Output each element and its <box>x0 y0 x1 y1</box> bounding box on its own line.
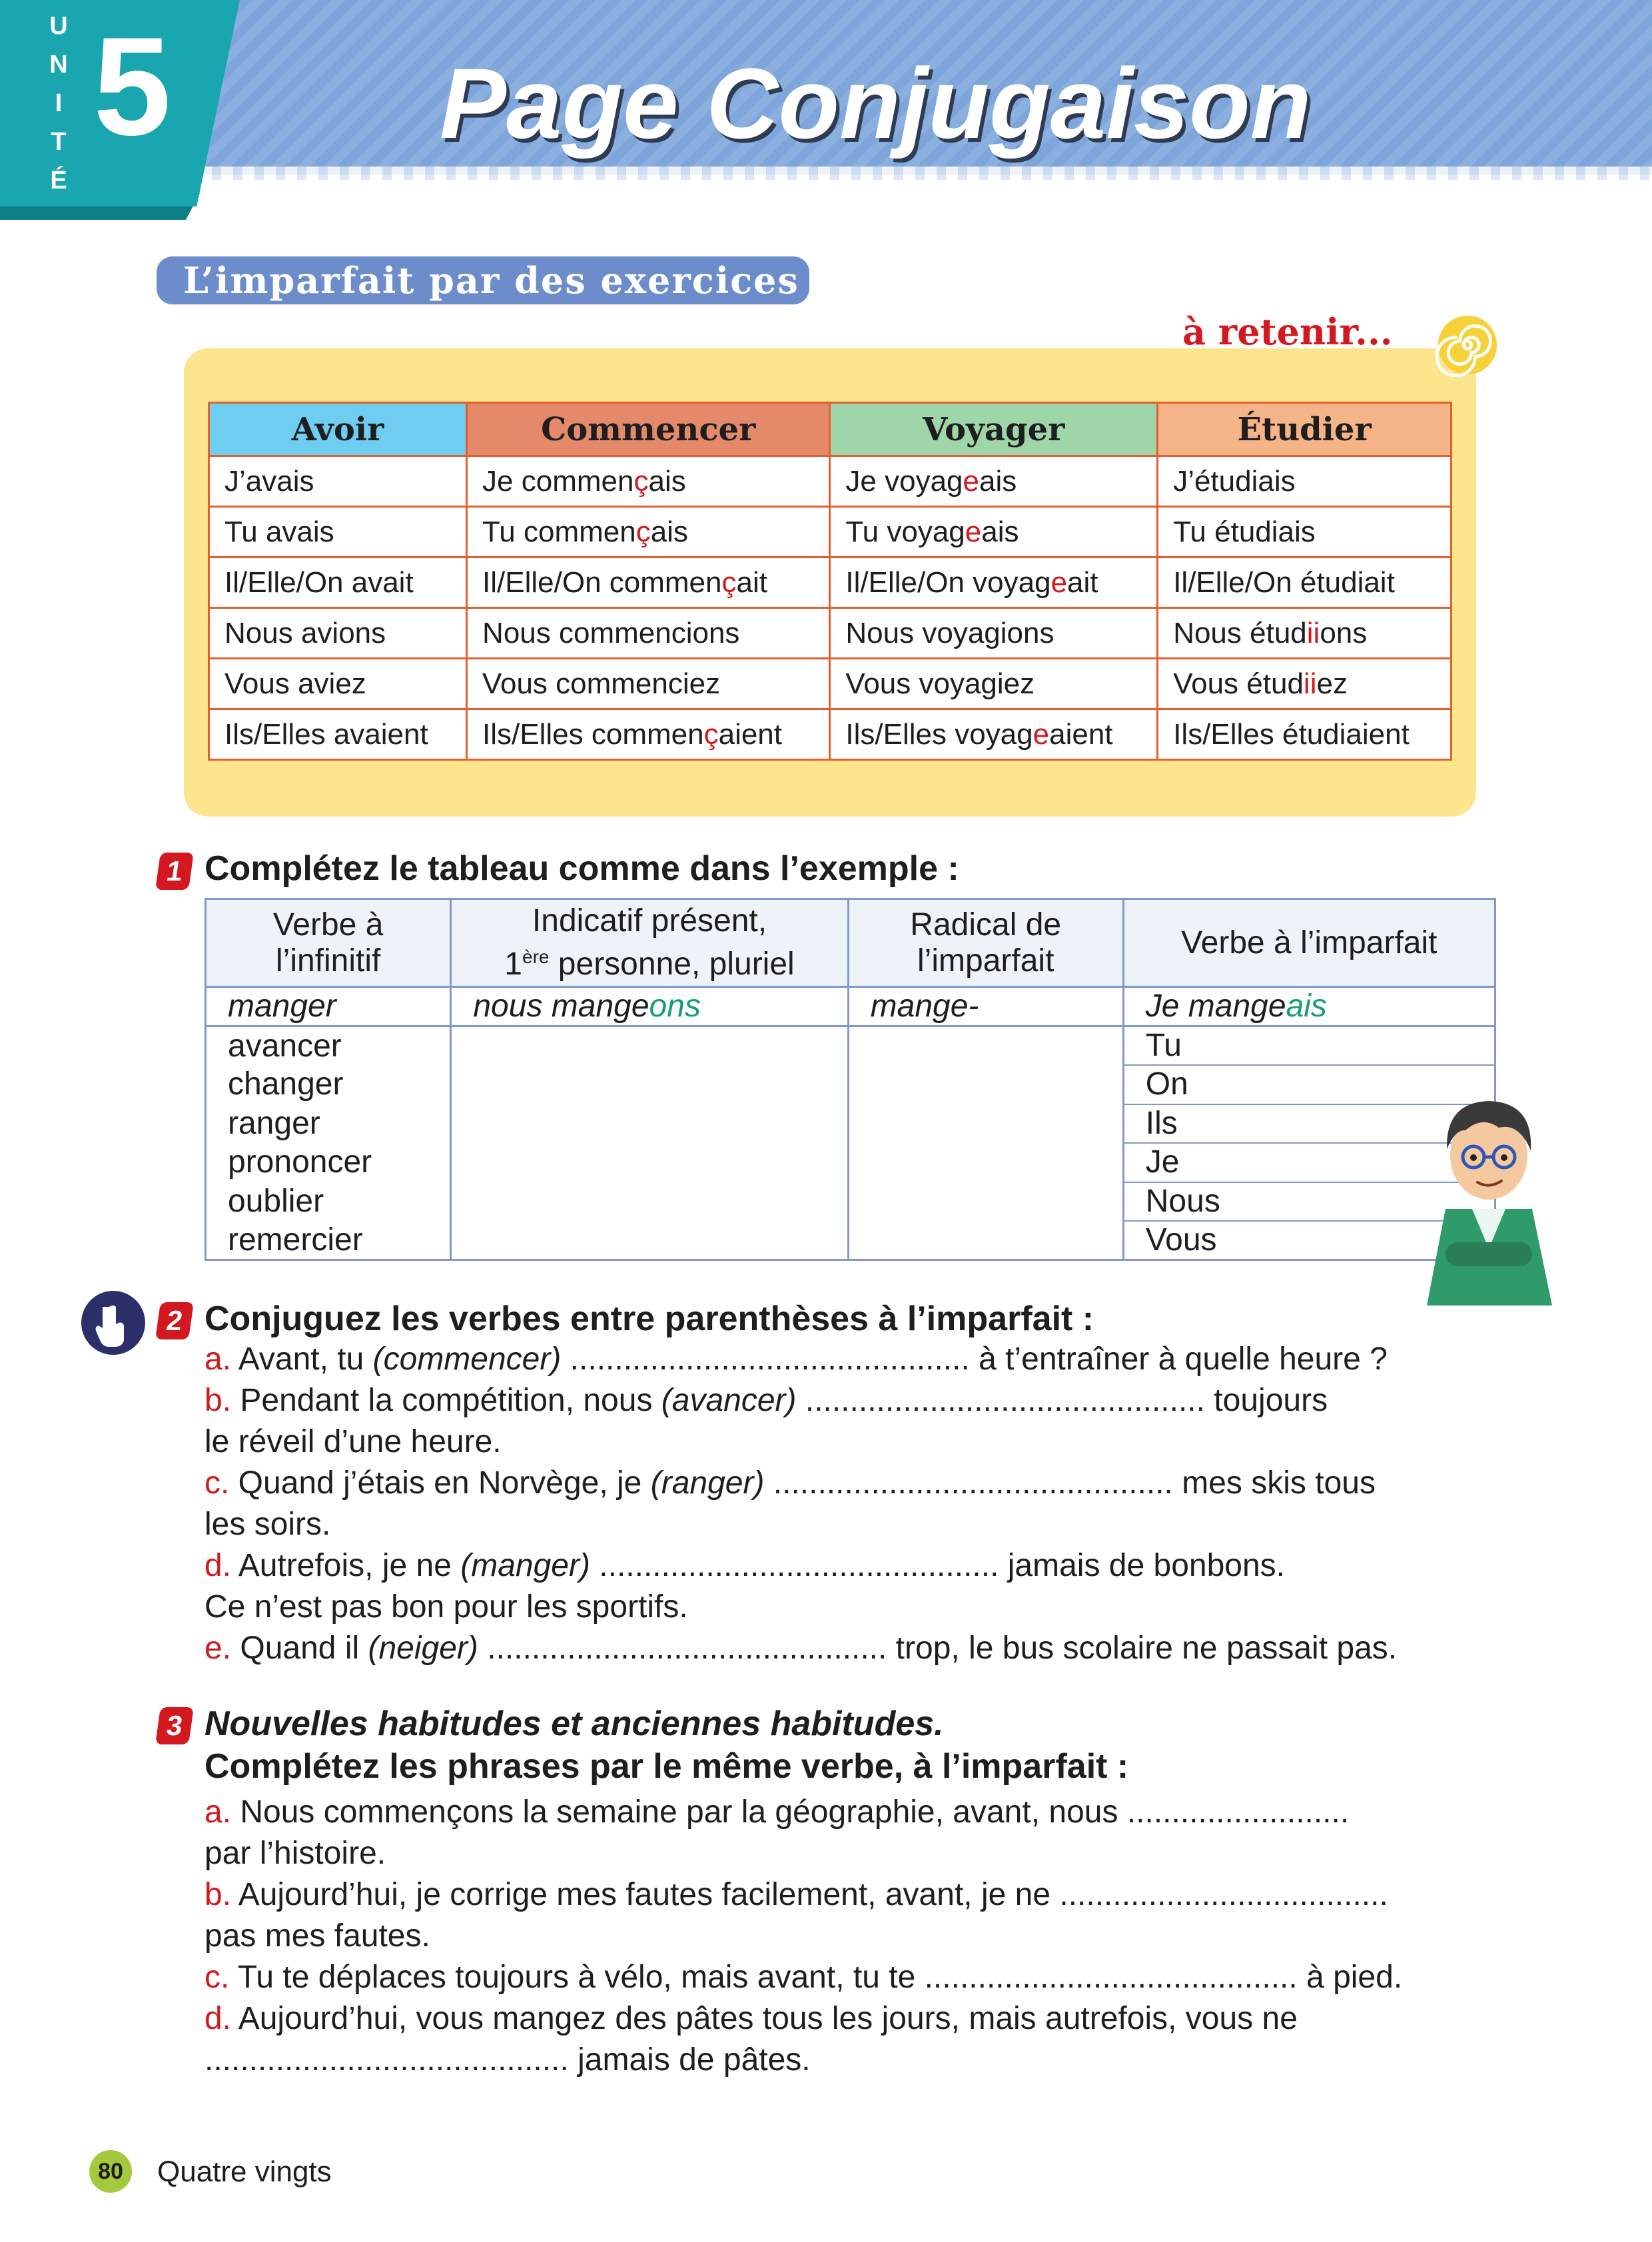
col-header-radical-line2: l’imparfait <box>917 942 1054 978</box>
unit-label-letter: I <box>55 89 63 117</box>
conjugation-row <box>209 558 1451 608</box>
item-text[interactable]: Nous commençons la semaine par la géographie, avant, nous ......................... <box>231 1794 1350 1830</box>
conjugation-text: Tu commen <box>482 515 636 548</box>
highlighted-letters: ii <box>1306 616 1320 649</box>
conjugation-cell <box>209 608 467 659</box>
page-number: 80 <box>89 2150 132 2193</box>
conjugation-text: Tu avais <box>224 515 334 548</box>
exercise-row <box>206 1221 1495 1260</box>
conjugation-cell <box>830 709 1158 760</box>
exercise-2-title: Conjuguez les verbes entre parenthèses à l’imparfait : <box>205 1300 1094 1338</box>
exercise-2-continuation: le réveil d’une heure. <box>205 1424 502 1459</box>
radical-answer-cell[interactable] <box>848 1143 1123 1182</box>
exercise-row <box>206 1065 1495 1104</box>
conjugation-cell <box>467 659 830 709</box>
conjugation-text: Nous avions <box>224 616 386 649</box>
imparfait-answer-cell[interactable]: On <box>1123 1065 1495 1104</box>
conjugation-text: Ils/Elles commen <box>482 717 704 751</box>
item-text: Autrefois, je ne <box>231 1548 461 1583</box>
conjugation-text: ais <box>648 464 686 498</box>
radical-answer-cell[interactable] <box>848 1026 1123 1066</box>
header-voyager: Voyager <box>830 403 1158 456</box>
item-blank-text[interactable]: ............................................. mes skis tous <box>764 1465 1376 1501</box>
page-number-words: Quatre vingts <box>157 2155 332 2188</box>
infinitive-cell: ranger <box>206 1104 451 1144</box>
unit-label-letter: U <box>49 12 68 40</box>
exercise-3-continuation: pas mes fautes. <box>205 1918 430 1954</box>
conjugation-text: Nous étud <box>1173 616 1307 649</box>
conjugation-text: Vous étud <box>1173 667 1304 700</box>
col-header-radical <box>848 899 1123 987</box>
highlighted-letters: e <box>965 515 982 548</box>
conjugation-cell <box>1158 608 1451 659</box>
conjugation-text: Vous commenciez <box>482 667 721 700</box>
unit-label <box>45 7 72 200</box>
exercise-2-item <box>205 1463 1376 1504</box>
header-commencer: Commencer <box>467 403 830 456</box>
item-text: Pendant la compétition, nous <box>231 1383 661 1418</box>
example-infinitive: manger <box>206 987 451 1026</box>
unit-label-letter: É <box>50 167 67 194</box>
col-header-present <box>451 899 848 987</box>
item-letter: a. <box>205 1341 232 1377</box>
conjugation-cell <box>467 558 830 608</box>
conjugation-text: Il/Elle/On commen <box>482 565 722 599</box>
unit-label-letter: T <box>51 128 67 156</box>
hand-pointer-icon <box>81 1291 145 1355</box>
conjugation-cell <box>830 558 1158 608</box>
conjugation-text: Il/Elle/On étudiait <box>1173 565 1395 599</box>
conjugation-text: ais <box>650 515 688 548</box>
exercise-2-item <box>205 1380 1328 1421</box>
conjugation-cell <box>1158 507 1451 558</box>
infinitive-cell: prononcer <box>206 1143 451 1182</box>
conjugation-text: Nous commencions <box>482 616 740 649</box>
imparfait-answer-cell[interactable]: Je <box>1123 1143 1495 1182</box>
exercise-3-subtitle: Complétez les phrases par le même verbe, à l’imparfait : <box>205 1747 1129 1786</box>
present-answer-cell[interactable] <box>451 1182 848 1222</box>
exercise-2-item <box>205 1628 1397 1669</box>
infinitive-cell: avancer <box>206 1026 451 1066</box>
imparfait-answer-cell[interactable]: Nous <box>1123 1182 1495 1222</box>
radical-answer-cell[interactable] <box>848 1182 1123 1222</box>
conjugation-cell <box>209 507 467 558</box>
item-letter: c. <box>205 1465 230 1501</box>
conjugation-text: Il/Elle/On voyag <box>845 565 1051 599</box>
highlighted-letters: ç <box>703 717 719 751</box>
item-verb: (neiger) <box>368 1631 478 1666</box>
item-verb: (manger) <box>460 1548 590 1583</box>
conjugation-row <box>209 456 1451 507</box>
conjugation-text: Vous voyagiez <box>845 667 1035 700</box>
item-blank-text[interactable]: ............................................. jamais de bonbons. <box>590 1548 1286 1583</box>
exercise-3-badge: 3 <box>155 1707 194 1744</box>
conjugation-cell <box>830 659 1158 709</box>
item-text: Quand j’étais en Norvège, je <box>229 1465 651 1501</box>
infinitive-cell: remercier <box>206 1221 451 1260</box>
example-row <box>206 987 1495 1026</box>
item-letter: b. <box>205 1383 232 1418</box>
conjugation-text: ons <box>1320 616 1368 649</box>
example-present-ending: ons <box>649 988 701 1024</box>
imparfait-answer-cell[interactable]: Vous <box>1123 1221 1495 1260</box>
radical-answer-cell[interactable] <box>848 1065 1123 1104</box>
example-present <box>451 987 848 1026</box>
radical-answer-cell[interactable] <box>848 1221 1123 1260</box>
example-radical: mange- <box>848 987 1123 1026</box>
present-answer-cell[interactable] <box>451 1104 848 1144</box>
exercise-2-item <box>205 1339 1388 1380</box>
present-answer-cell[interactable] <box>451 1221 848 1260</box>
conjugation-text: Tu voyag <box>845 515 965 548</box>
exercise-1-badge: 1 <box>155 853 194 890</box>
item-text: Avant, tu <box>231 1341 373 1377</box>
col-header-radical-line1: Radical de <box>910 907 1062 942</box>
banner-torn-edge <box>200 167 1652 180</box>
conjugation-text: J’étudiais <box>1173 464 1296 498</box>
present-answer-cell[interactable] <box>451 1143 848 1182</box>
imparfait-answer-cell[interactable]: Tu <box>1123 1026 1495 1066</box>
conjugation-cell <box>830 456 1158 507</box>
item-letter: c. <box>205 1960 230 1995</box>
conjugation-cell <box>209 558 467 608</box>
imparfait-answer-cell[interactable]: Ils <box>1123 1104 1495 1144</box>
conjugation-text: aient <box>1049 717 1113 751</box>
item-letter: d. <box>205 2001 232 2036</box>
exercise-row <box>206 1104 1495 1144</box>
conjugation-cell <box>1158 456 1451 507</box>
highlighted-letters: e <box>1032 717 1050 751</box>
conjugation-text: Ils/Elles avaient <box>224 717 428 751</box>
conjugation-cell <box>209 659 467 709</box>
exercise-2-continuation: Ce n’est pas bon pour les sportifs. <box>205 1589 688 1625</box>
item-text[interactable]: Aujourd’hui, vous mangez des pâtes tous les jours, mais autrefois, vous ne <box>231 2001 1298 2036</box>
conjugation-cell <box>467 456 830 507</box>
exercise-3-item <box>205 1998 1298 2040</box>
col-header-infinitive-line1: Verbe à <box>272 907 384 942</box>
item-text: Quand il <box>231 1631 368 1666</box>
conjugation-row <box>209 709 1451 760</box>
example-imparfait-stem: Je mange <box>1145 988 1286 1024</box>
conjugation-cell <box>1158 558 1451 608</box>
conjugation-cell <box>830 507 1158 558</box>
col-header-present-line1: Indicatif présent, <box>532 903 767 938</box>
conjugation-text: ais <box>981 515 1019 548</box>
exercise-2-badge: 2 <box>155 1302 194 1339</box>
infinitive-cell: oublier <box>206 1182 451 1222</box>
col-header-infinitive-line2: l’infinitif <box>275 942 381 978</box>
highlighted-letters: e <box>963 464 979 498</box>
conjugation-cell <box>467 608 830 659</box>
conjugation-text: J’avais <box>224 464 314 498</box>
item-letter: e. <box>205 1631 232 1666</box>
item-verb: (avancer) <box>661 1383 797 1418</box>
exercise-3-item <box>205 1792 1349 1833</box>
example-imparfait-ending: ais <box>1286 988 1327 1024</box>
highlighted-letters: ç <box>721 565 737 599</box>
highlighted-letters: e <box>1050 565 1068 599</box>
example-imparfait <box>1123 987 1495 1026</box>
exercise-3-continuation: ......................................... jamais de pâtes. <box>205 2042 811 2077</box>
unit-label-letter: N <box>49 51 68 79</box>
conjugation-text: Il/Elle/On avait <box>224 565 414 599</box>
section-title: L’imparfait par des exercices <box>157 256 809 304</box>
conjugation-row <box>209 659 1451 709</box>
exercise-1-title: Complétez le tableau comme dans l’exemple : <box>205 849 959 888</box>
conjugation-text: ait <box>1067 565 1098 599</box>
infinitive-cell: changer <box>206 1065 451 1104</box>
conjugation-text: Nous voyagions <box>845 616 1054 649</box>
present-answer-cell[interactable] <box>451 1026 848 1066</box>
conjugation-text: aient <box>718 717 783 751</box>
exercise-3-continuation: par l’histoire. <box>205 1836 386 1871</box>
conjugation-text: Vous aviez <box>224 667 366 700</box>
spiral-icon <box>1436 313 1499 377</box>
conjugation-text: Tu étudiais <box>1173 515 1316 548</box>
conjugation-text: ez <box>1316 667 1348 700</box>
conjugation-row <box>209 507 1451 558</box>
conjugation-text: Ils/Elles voyag <box>845 717 1033 751</box>
exercise-row <box>206 1182 1495 1222</box>
conjugation-cell <box>209 456 467 507</box>
conjugation-text: Je commen <box>482 464 634 498</box>
conjugation-cell <box>1158 659 1451 709</box>
conjugation-cell <box>830 608 1158 659</box>
student-character-illustration <box>1419 1076 1559 1309</box>
exercise-2-continuation: les soirs. <box>205 1507 331 1542</box>
item-blank-text[interactable]: ............................................. toujours <box>796 1383 1328 1418</box>
conjugation-text: ais <box>979 464 1017 498</box>
col-header-imparfait: Verbe à l’imparfait <box>1123 899 1495 987</box>
item-blank-text[interactable]: ............................................. à t’entraîner à quelle heure ? <box>561 1341 1388 1377</box>
item-letter: d. <box>205 1548 232 1583</box>
item-blank-text[interactable]: ............................................. trop, le bus scolaire ne passait pas. <box>478 1631 1398 1666</box>
header-etudier: Étudier <box>1158 403 1451 456</box>
unit-number: 5 <box>93 8 171 165</box>
col-header-present-sup: ère <box>522 946 550 967</box>
item-verb: (commencer) <box>372 1341 562 1377</box>
retain-label: à retenir... <box>1182 310 1393 353</box>
conjugation-row <box>209 608 1451 659</box>
conjugation-text: Ils/Elles étudiaient <box>1173 717 1410 751</box>
item-text[interactable]: Aujourd’hui, je corrige mes fautes facilement, avant, je ne ..................................... <box>231 1877 1388 1912</box>
col-header-present-ordinal: 1 <box>504 946 522 982</box>
header-avoir: Avoir <box>209 403 467 456</box>
exercise-1-table <box>205 898 1496 1261</box>
exercise-2-item <box>205 1545 1285 1587</box>
conjugation-text: ait <box>736 565 767 599</box>
exercise-row <box>206 1026 1495 1066</box>
conjugation-cell <box>467 507 830 558</box>
col-header-present-line2: personne, pluriel <box>549 946 795 982</box>
col-header-infinitive <box>206 899 451 987</box>
exercise-3-item <box>205 1874 1388 1916</box>
exercise-3-title: Nouvelles habitudes et anciennes habitudes. <box>205 1704 944 1743</box>
conjugation-cell <box>209 709 467 760</box>
item-letter: b. <box>205 1877 232 1912</box>
highlighted-letters: ii <box>1303 667 1317 700</box>
page-title: Page Conjugaison <box>440 47 1312 159</box>
exercise-row <box>206 1143 1495 1182</box>
example-present-stem: nous mange <box>473 988 649 1024</box>
radical-answer-cell[interactable] <box>848 1104 1123 1144</box>
conjugation-table <box>208 402 1452 761</box>
item-letter: a. <box>205 1794 232 1830</box>
item-text[interactable]: Tu te déplaces toujours à vélo, mais avant, tu te .......................................... à pied. <box>229 1960 1403 1995</box>
highlighted-letters: ç <box>635 515 651 548</box>
conjugation-cell <box>1158 709 1451 760</box>
present-answer-cell[interactable] <box>451 1065 848 1104</box>
conjugation-text: Je voyag <box>845 464 963 498</box>
exercise-3-item <box>205 1957 1402 1998</box>
highlighted-letters: ç <box>633 464 649 498</box>
conjugation-cell <box>467 709 830 760</box>
item-verb: (ranger) <box>650 1465 765 1501</box>
